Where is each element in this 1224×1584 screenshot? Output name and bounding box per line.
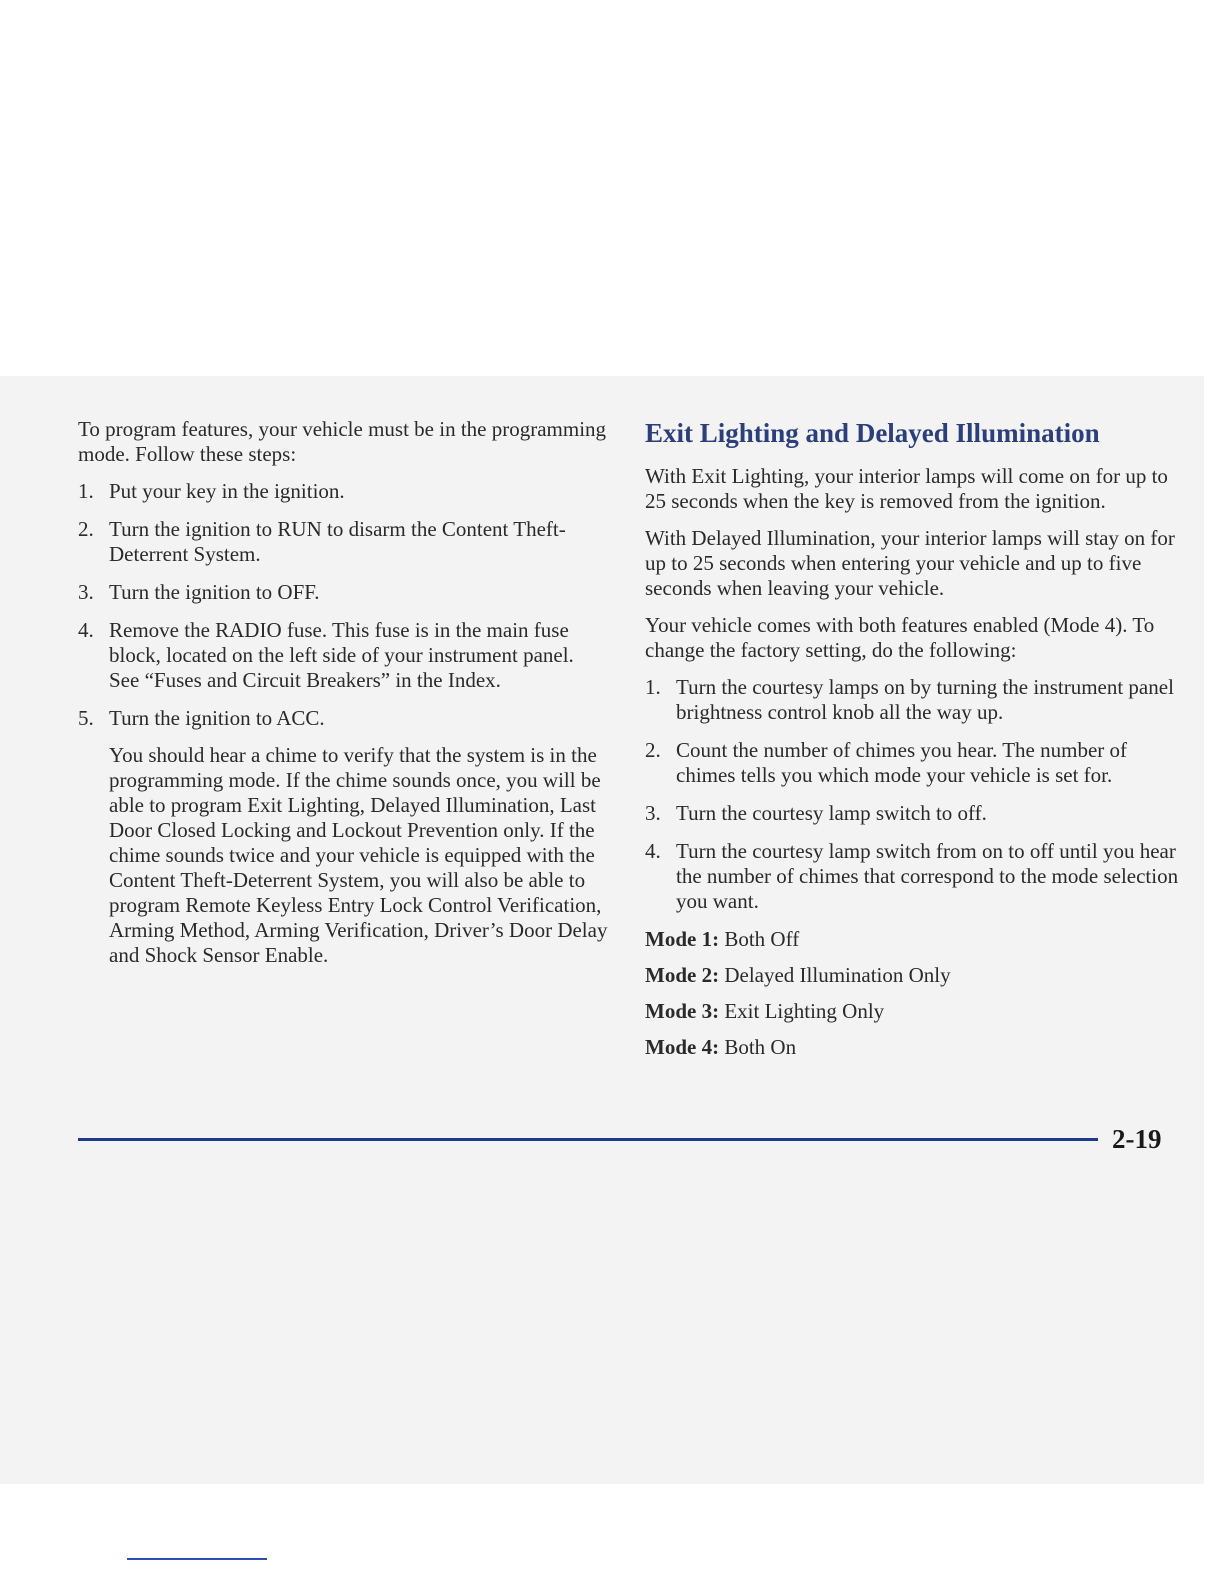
footer-rule (78, 1138, 1098, 1141)
mode-text: Delayed Illumination Only (724, 963, 951, 987)
step-text: Turn the courtesy lamp switch to off. (676, 801, 987, 825)
step-text: Count the number of chimes you hear. The number of chimes tells you which mode your vehicle is set for. (676, 738, 1128, 787)
list-item (78, 580, 608, 605)
intro-paragraph: To program features, your vehicle must be in the programming mode. Follow these steps: (78, 417, 607, 466)
step-number: 2. (645, 738, 661, 762)
delayed-illumination-paragraph: With Delayed Illumination, your interior lamps will stay on for up to 25 seconds when entering your vehicle and up to five seconds when leaving your vehicle. (645, 526, 1175, 600)
section-heading: Exit Lighting and Delayed Illumination (645, 418, 1100, 448)
bottom-divider (127, 1558, 267, 1560)
exit-lighting-paragraph: With Exit Lighting, your interior lamps will come on for up to 25 seconds when the key is removed from the ignition. (645, 464, 1168, 513)
step-number: 5. (78, 706, 94, 730)
mode-change-steps-list (645, 675, 1180, 914)
step-text: Turn the ignition to ACC. (109, 706, 325, 730)
mode-text: Both On (724, 1035, 797, 1059)
chime-note-paragraph: You should hear a chime to verify that the system is in the programming mode. If the chime sounds once, you will be able to program Exit Lighting, Delayed Illumination, Last Door Closed Locking and Lockout Prevention only. If the chime sounds twice and your vehicle is equipped with the Content Theft-Deterrent System, you will also be able to program Remote Keyless Entry Lock Control Verification, Arming Method, Arming Verification, Driver’s Door Delay and Shock Sensor Enable. (109, 743, 608, 967)
mode-2-line (645, 963, 1180, 988)
list-item (78, 706, 608, 731)
step-number: 3. (645, 801, 661, 825)
step-number: 1. (645, 675, 661, 699)
step-text: Turn the ignition to RUN to disarm the Content Theft-Deterrent System. (109, 517, 566, 566)
mode-label: Mode 4: (645, 1035, 720, 1059)
mode-label: Mode 2: (645, 963, 720, 987)
step-text: Turn the courtesy lamps on by turning the instrument panel brightness control knob all the way up. (676, 675, 1174, 724)
step-text: Turn the courtesy lamp switch from on to off until you hear the number of chimes that correspond to the mode selection you want. (676, 839, 1179, 913)
list-item (78, 618, 608, 693)
step-text: Remove the RADIO fuse. This fuse is in the main fuse block, located on the left side of your instrument panel. See “Fuses and Circuit Breakers” in the Index. (109, 618, 574, 692)
step-number: 4. (78, 618, 94, 642)
mode-4-line (645, 1035, 1180, 1060)
factory-setting-paragraph: Your vehicle comes with both features enabled (Mode 4). To change the factory setting, do the following: (645, 613, 1155, 662)
programming-steps-list (78, 479, 608, 731)
step-text: Turn the ignition to OFF. (109, 580, 320, 604)
list-item (645, 801, 1180, 826)
list-item (645, 839, 1180, 914)
list-item (645, 675, 1180, 725)
step-text: Put your key in the ignition. (109, 479, 345, 503)
list-item (78, 479, 608, 504)
step-number: 3. (78, 580, 94, 604)
mode-text: Exit Lighting Only (724, 999, 885, 1023)
mode-text: Both Off (724, 927, 800, 951)
step-number: 1. (78, 479, 94, 503)
list-item (78, 517, 608, 567)
mode-label: Mode 1: (645, 927, 720, 951)
step-number: 4. (645, 839, 661, 863)
mode-1-line (645, 927, 1180, 952)
right-column (645, 417, 1180, 1071)
step-number: 2. (78, 517, 94, 541)
list-item (645, 738, 1180, 788)
mode-label: Mode 3: (645, 999, 720, 1023)
left-column (78, 417, 608, 980)
page-number: 2-19 (1112, 1124, 1162, 1154)
mode-3-line (645, 999, 1180, 1024)
